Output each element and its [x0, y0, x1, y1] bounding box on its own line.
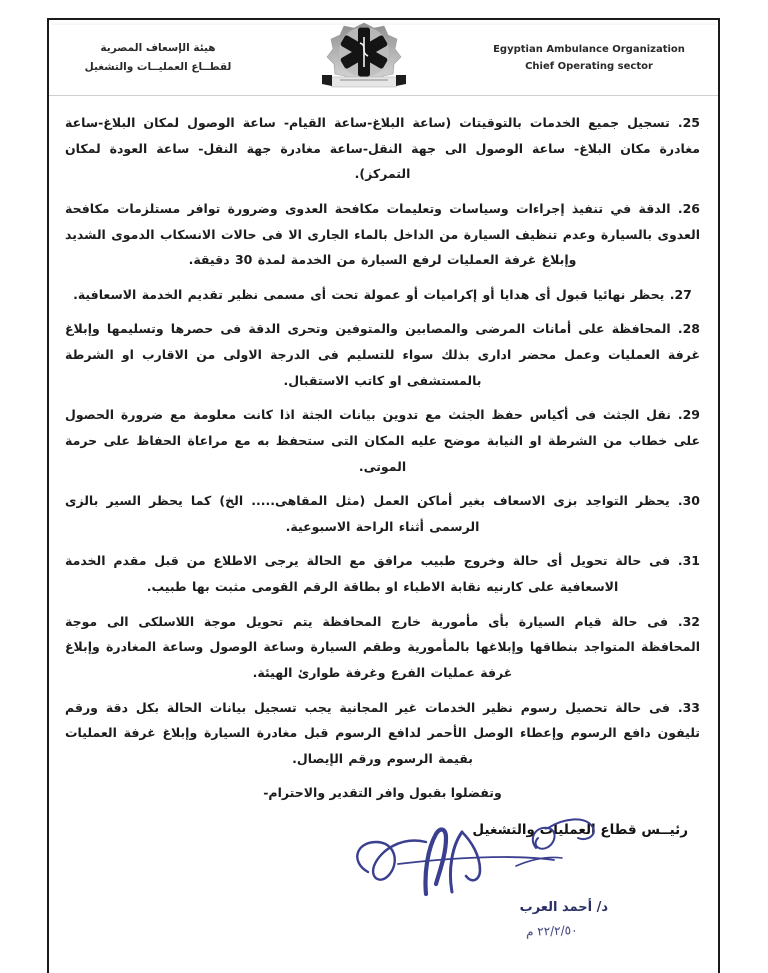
signatory-title: رئيــس قطاع العمليات والتشغيل	[472, 822, 688, 839]
clause-33: 33. فى حالة تحصيل رسوم نظير الخدمات غير المجانية يجب تسجيل بيانات الحالة بكل دقة ورقم تليفون دافع الرسوم وإعطاء الوصل الأحمر لدافع الرسوم قبل مغادرة السيارة وإبلاغ غرفة العمليات بقيمة الرسوم ورقم الإيصال.	[65, 699, 700, 766]
signature-block	[65, 822, 700, 972]
closing-salutation: وتفضلوا بقبول وافر التقدير والاحترام-	[263, 785, 502, 801]
clause-31: 31. فى حالة تحويل أى حالة وخروج طبيب مرافق مع الحالة يرجى الاطلاع من قبل مقدم الخدمة الاسعافية على كارنيه نقابة الاطباء او بطاقة الرقم القومى مثبت بها طبيب.	[65, 553, 700, 594]
letterhead	[49, 20, 718, 96]
signature-date: ٢٢/٢/٥٠ م	[526, 923, 579, 940]
document-page	[47, 18, 720, 973]
letterhead-arabic-line2: لقطــاع العمليــات والتشغيل	[84, 60, 232, 73]
signatory-name: د/ أحمد العرب	[519, 900, 608, 916]
clause-29: 29. نقل الجثث فى أكياس حفظ الجثث مع تدوين بيانات الجثة اذا كانت معلومة مع ضرورة الحصول على خطاب من الشرطة او النيابة موضح عليه المكان التى ستحفظ به مع مراعاة الحفاظ على حرمة الموتى.	[65, 407, 700, 474]
star-of-life-emblem	[316, 20, 412, 92]
clause-32: 32. فى حالة قيام السيارة بأى مأمورية خارج المحافظة يتم تحويل موجة اللاسلكى الى موجة المحافظة المتواجد بنطاقها وإبلاغها بالمأمورية وطقم السيارة وساعة الوصول وساعة المغادرة وإبلاغ غرفة عمليات الفرع وغرفة طوارئ الهيئة.	[65, 613, 700, 680]
clause-27: 27. يحظر نهائيا قبول أى هدايا أو إكراميات أو عمولة تحت أى مسمى نظير تقديم الخدمة الاسعافية.	[73, 286, 692, 302]
letterhead-arabic	[63, 39, 253, 76]
letterhead-english	[474, 41, 704, 75]
clause-30: 30. يحظر التواجد بزى الاسعاف بغير أماكن العمل (مثل المقاهى..... الخ) كما يحظر السير بالزى الرسمى أثناء الراحة الاسبوعية.	[65, 493, 700, 534]
clause-28: 28. المحافظة على أمانات المرضى والمصابين والمتوفين وتحرى الدقة فى حصرها وتسليمها وإبلاغ غرفة العمليات وعمل محضر ادارى بذلك سواء للتسليم فى الدرجة الاولى من الاقارب او الشرطة بالمستشفى او كاتب الاستقبال.	[65, 321, 700, 388]
document-body	[49, 96, 718, 972]
clause-26: 26. الدقة في تنفيذ إجراءات وسياسات وتعليمات مكافحة العدوى وضرورة توافر مستلزمات مكافحة العدوى بالسيارة وعدم تنظيف السيارة من الداخل بالماء الجارى الا فى حالات الانسكاب الدموى الشديد وإبلاغ غرفة العمليات لرفع السيارة من الخدمة لمدة 30 دقيقة.	[65, 200, 700, 268]
clause-25: 25. تسجيل جميع الخدمات بالتوقيتات (ساعة البلاغ-ساعة القيام- ساعة الوصول لمكان البلاغ-ساعة مغادرة مكان البلاغ- ساعة الوصول الى جهة النقل-ساعة مغادرة جهة النقل- ساعة العودة لمكان التمركز).	[65, 115, 700, 182]
letterhead-arabic-line1: هيئة الإسعاف المصرية	[100, 42, 216, 55]
letterhead-english-line2: Chief Operating sector	[525, 60, 653, 72]
letterhead-english-line1: Egyptian Ambulance Organization	[493, 43, 685, 55]
